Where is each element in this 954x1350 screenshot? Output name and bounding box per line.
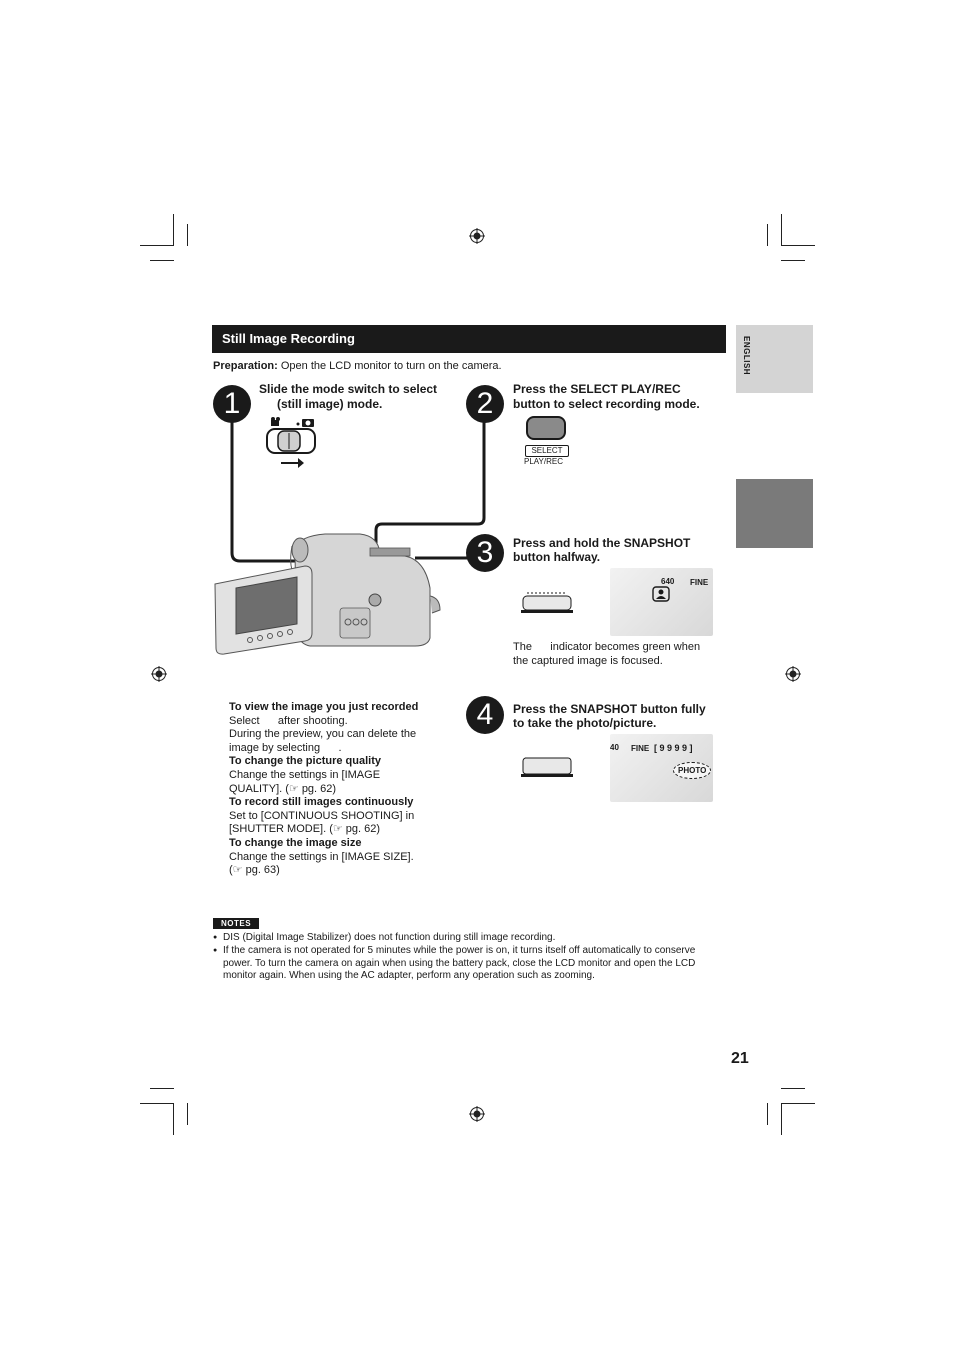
step-3-line1: Press and hold the SNAPSHOT: [513, 536, 691, 550]
language-label: ENGLISH: [742, 336, 751, 376]
crop-mark: [781, 245, 815, 246]
lcd-resolution: 640: [661, 577, 675, 586]
step-2-number: 2: [466, 385, 504, 423]
view-line2: During the preview, you can delete the: [229, 728, 417, 741]
step-3-number: 3: [466, 534, 504, 572]
continuous-line2: [SHUTTER MODE]. (☞ pg. 62): [229, 823, 381, 836]
registration-mark-icon: [785, 666, 801, 682]
step-4-line1: Press the SNAPSHOT button fully: [513, 702, 706, 716]
quality-line2: QUALITY]. (☞ pg. 62): [229, 782, 337, 795]
quality-heading: To change the picture quality: [229, 755, 381, 768]
quality-line1: Change the settings in [IMAGE: [229, 768, 381, 781]
mode-switch-icon[interactable]: [264, 416, 320, 472]
step-1-line2: (still image) mode.: [277, 397, 383, 411]
lcd-shot-count: [ 9 9 9 9 ]: [654, 743, 693, 753]
crop-mark: [150, 1088, 174, 1089]
notes-list: [213, 932, 713, 983]
chapter-tab: [736, 479, 813, 548]
lcd-resolution: 40: [610, 743, 619, 752]
step-1-line1: Slide the mode switch to select: [259, 382, 438, 396]
continuous-heading: To record still images continuously: [229, 796, 414, 809]
size-heading: To change the image size: [229, 836, 362, 849]
focus-indicator-icon: [652, 586, 670, 602]
view-line3: image by selecting .: [229, 741, 342, 754]
registration-mark-icon: [469, 228, 485, 244]
select-play-rec-button[interactable]: [526, 416, 566, 440]
step-4-number: 4: [466, 696, 504, 734]
lcd-preview-focus: [610, 568, 713, 636]
step-3-line2: button halfway.: [513, 550, 601, 564]
crop-mark: [140, 245, 174, 246]
tips-block: [229, 701, 444, 878]
crop-mark: [173, 214, 174, 246]
crop-mark: [187, 1103, 188, 1125]
notes-badge: NOTES: [213, 918, 259, 929]
crop-mark: [173, 1103, 174, 1135]
photo-indicator: PHOTO: [673, 762, 711, 779]
page-number: 21: [731, 1050, 749, 1067]
step-2-line1: Press the SELECT PLAY/REC: [513, 382, 681, 396]
crop-mark: [767, 1103, 768, 1125]
crop-mark: [781, 1088, 805, 1089]
view-heading: To view the image you just recorded: [229, 701, 419, 713]
preparation: [213, 360, 502, 372]
select-label: SELECT: [525, 445, 569, 457]
snapshot-full-press-icon[interactable]: [521, 755, 573, 781]
continuous-line1: Set to [CONTINUOUS SHOOTING] in: [229, 809, 415, 822]
crop-mark: [781, 1103, 782, 1135]
crop-mark: [781, 214, 782, 246]
preparation-text: Open the LCD monitor to turn on the camera.: [277, 360, 502, 372]
crop-mark: [781, 1103, 815, 1104]
crop-mark: [767, 224, 768, 246]
preparation-label: Preparation:: [213, 360, 278, 372]
step-1-number: 1: [213, 385, 251, 423]
note-item: ● DIS (Digital Image Stabilizer) does not function during still image recording.: [213, 932, 713, 945]
step-2-line2: button to select recording mode.: [513, 397, 700, 411]
crop-mark: [150, 260, 174, 261]
lcd-quality: FINE: [631, 744, 650, 753]
view-line1: Select after shooting.: [229, 714, 348, 727]
step-3-note-line1: The indicator becomes green when: [513, 641, 701, 653]
note-item: ● If the camera is not operated for 5 minutes while the power is on, it turns itself off automatically to conserve power. To turn the camera on again when using the battery pack, close the LCD monitor and open the LCD monitor again. When using the AC adapter, perform any operation such as zooming.: [213, 945, 713, 983]
section-title: Still Image Recording: [212, 325, 726, 353]
registration-mark-icon: [469, 1106, 485, 1122]
step-4-line2: to take the photo/picture.: [513, 716, 657, 730]
snapshot-half-press-icon[interactable]: [521, 590, 573, 616]
play-rec-label: PLAY/REC: [524, 457, 563, 466]
step-3-note-line2: the captured image is focused.: [513, 655, 663, 667]
size-line2: (☞ pg. 63): [229, 864, 280, 877]
lcd-preview-capture: [610, 734, 713, 802]
crop-mark: [187, 224, 188, 246]
size-line1: Change the settings in [IMAGE SIZE].: [229, 850, 414, 863]
crop-mark: [140, 1103, 174, 1104]
registration-mark-icon: [151, 666, 167, 682]
lcd-quality: FINE: [690, 578, 709, 587]
camera-illustration: [200, 378, 500, 668]
crop-mark: [781, 260, 805, 261]
